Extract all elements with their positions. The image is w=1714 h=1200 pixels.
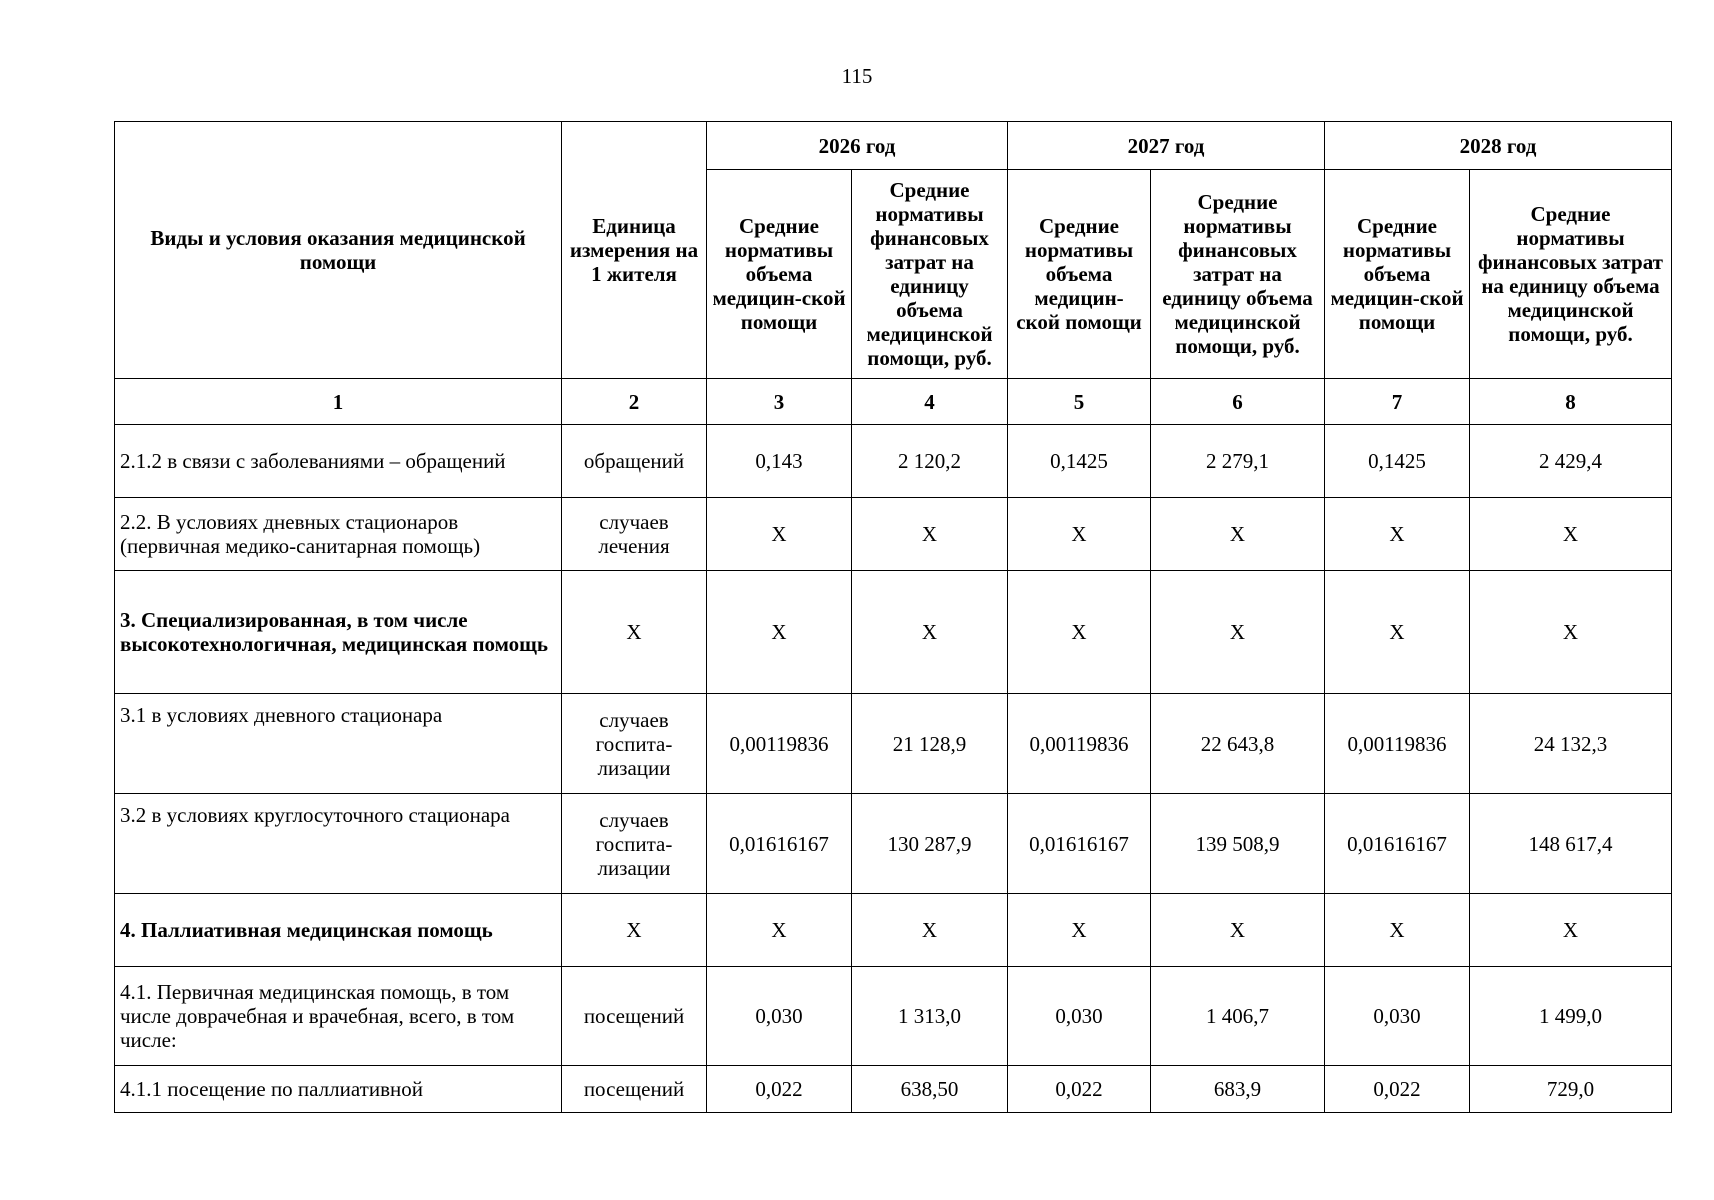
table-row: [115, 571, 1672, 694]
cell-cost-2028: 24 132,3: [1470, 694, 1672, 794]
table-row: [115, 894, 1672, 967]
cell-volume-2026: 0,030: [707, 967, 852, 1066]
row-label: 3. Специализированная, в том числе высокотехнологичная, медицинская помощь: [115, 571, 562, 694]
cell-cost-2027: 22 643,8: [1151, 694, 1325, 794]
cell-volume-2027: 0,030: [1008, 967, 1151, 1066]
cell-cost-2026: 130 287,9: [852, 794, 1008, 894]
header-cost-2026: Средние нормативы финансовых затрат на единицу объема медицинской помощи, руб.: [852, 170, 1008, 379]
column-index: 4: [852, 379, 1008, 425]
cell-cost-2027: 683,9: [1151, 1066, 1325, 1113]
cell-cost-2027: 1 406,7: [1151, 967, 1325, 1066]
cell-cost-2028: 729,0: [1470, 1066, 1672, 1113]
row-unit: посещений: [562, 967, 707, 1066]
row-unit: Х: [562, 571, 707, 694]
page-number: 115: [841, 64, 873, 88]
column-index: 2: [562, 379, 707, 425]
row-unit: случаев госпита-лизации: [562, 794, 707, 894]
cell-volume-2026: Х: [707, 894, 852, 967]
row-label: 4.1.1 посещение по паллиативной: [115, 1066, 562, 1113]
table-row: [115, 1066, 1672, 1113]
cell-cost-2026: Х: [852, 571, 1008, 694]
standards-table: [114, 121, 1672, 1113]
cell-cost-2026: Х: [852, 894, 1008, 967]
row-label: 4. Паллиативная медицинская помощь: [115, 894, 562, 967]
cell-volume-2028: 0,030: [1325, 967, 1470, 1066]
cell-cost-2026: 21 128,9: [852, 694, 1008, 794]
cell-cost-2028: 1 499,0: [1470, 967, 1672, 1066]
header-cost-2028: Средние нормативы финансовых затрат на единицу объема медицинской помощи, руб.: [1470, 170, 1672, 379]
cell-cost-2026: Х: [852, 498, 1008, 571]
header-row-years: [115, 122, 1672, 170]
header-volume-2028: Средние нормативы объема медицин-ской помощи: [1325, 170, 1470, 379]
table-row: [115, 967, 1672, 1066]
column-index: 6: [1151, 379, 1325, 425]
header-year-2027: 2027 год: [1008, 122, 1325, 170]
cell-cost-2028: Х: [1470, 571, 1672, 694]
table-row: [115, 425, 1672, 498]
row-unit: посещений: [562, 1066, 707, 1113]
cell-cost-2026: 638,50: [852, 1066, 1008, 1113]
cell-volume-2028: 0,1425: [1325, 425, 1470, 498]
cell-volume-2028: 0,01616167: [1325, 794, 1470, 894]
column-index: 5: [1008, 379, 1151, 425]
cell-cost-2028: 148 617,4: [1470, 794, 1672, 894]
row-label: 2.2. В условиях дневных стационаров (первичная медико-санитарная помощь): [115, 498, 562, 571]
header-volume-2027: Средние нормативы объема медицин-ской помощи: [1008, 170, 1151, 379]
cell-cost-2028: Х: [1470, 894, 1672, 967]
cell-volume-2026: 0,022: [707, 1066, 852, 1113]
row-unit: случаев лечения: [562, 498, 707, 571]
cell-volume-2026: 0,01616167: [707, 794, 852, 894]
cell-volume-2027: 0,022: [1008, 1066, 1151, 1113]
cell-cost-2027: Х: [1151, 498, 1325, 571]
cell-volume-2027: 0,00119836: [1008, 694, 1151, 794]
cell-volume-2026: 0,00119836: [707, 694, 852, 794]
cell-cost-2027: 139 508,9: [1151, 794, 1325, 894]
header-unit: Единица измерения на 1 жителя: [562, 122, 707, 379]
cell-volume-2026: 0,143: [707, 425, 852, 498]
column-index: 7: [1325, 379, 1470, 425]
cell-cost-2026: 1 313,0: [852, 967, 1008, 1066]
cell-volume-2027: Х: [1008, 498, 1151, 571]
cell-volume-2028: Х: [1325, 498, 1470, 571]
column-index: 1: [115, 379, 562, 425]
row-label: 4.1. Первичная медицинская помощь, в том числе доврачебная и врачебная, всего, в том числе:: [115, 967, 562, 1066]
table-row: [115, 498, 1672, 571]
cell-cost-2027: Х: [1151, 571, 1325, 694]
table-row: [115, 794, 1672, 894]
row-label: 3.2 в условиях круглосуточного стационара: [115, 794, 562, 894]
table-row: [115, 694, 1672, 794]
cell-volume-2026: Х: [707, 498, 852, 571]
cell-cost-2027: 2 279,1: [1151, 425, 1325, 498]
row-unit: обращений: [562, 425, 707, 498]
cell-volume-2028: Х: [1325, 571, 1470, 694]
column-index-row: [115, 379, 1672, 425]
cell-volume-2028: Х: [1325, 894, 1470, 967]
column-index: 3: [707, 379, 852, 425]
cell-volume-2028: 0,022: [1325, 1066, 1470, 1113]
cell-volume-2027: 0,01616167: [1008, 794, 1151, 894]
cell-volume-2027: Х: [1008, 571, 1151, 694]
cell-volume-2026: Х: [707, 571, 852, 694]
cell-cost-2026: 2 120,2: [852, 425, 1008, 498]
cell-cost-2028: Х: [1470, 498, 1672, 571]
header-volume-2026: Средние нормативы объема медицин-ской помощи: [707, 170, 852, 379]
header-cost-2027: Средние нормативы финансовых затрат на единицу объема медицинской помощи, руб.: [1151, 170, 1325, 379]
column-index: 8: [1470, 379, 1672, 425]
row-label: 3.1 в условиях дневного стационара: [115, 694, 562, 794]
header-year-2028: 2028 год: [1325, 122, 1672, 170]
cell-volume-2027: Х: [1008, 894, 1151, 967]
row-unit: Х: [562, 894, 707, 967]
header-care-types: Виды и условия оказания медицинской помощи: [115, 122, 562, 379]
cell-volume-2027: 0,1425: [1008, 425, 1151, 498]
cell-volume-2028: 0,00119836: [1325, 694, 1470, 794]
cell-cost-2028: 2 429,4: [1470, 425, 1672, 498]
row-unit: случаев госпита-лизации: [562, 694, 707, 794]
row-label: 2.1.2 в связи с заболеваниями – обращений: [115, 425, 562, 498]
header-year-2026: 2026 год: [707, 122, 1008, 170]
cell-cost-2027: Х: [1151, 894, 1325, 967]
